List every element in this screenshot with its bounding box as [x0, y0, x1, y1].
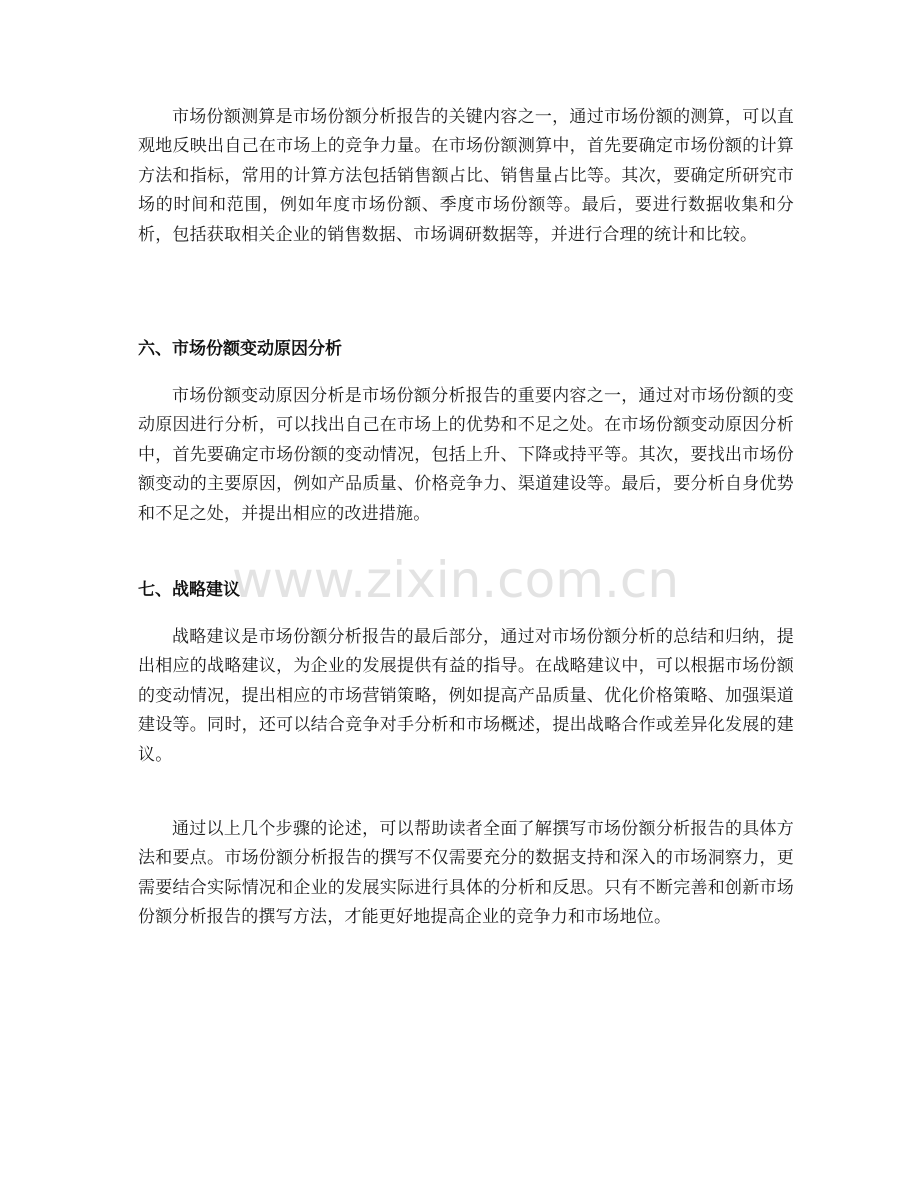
- paragraph-conclusion: 通过以上几个步骤的论述，可以帮助读者全面了解撰写市场份额分析报告的具体方法和要点。市场份额分析报告的撰写不仅需要充分的数据支持和深入的市场洞察力，更需要结合实际情况和企业的发展实际进行具体的分析和反思。只有不断完善和创新市场份额分析报告的撰写方法，才能更好地提高企业的竞争力和市场地位。: [138, 819, 794, 928]
- paragraph-market-share-calculation: 市场份额测算是市场份额分析报告的关键内容之一，通过市场份额的测算，可以直观地反映出自己在市场上的竞争力量。在市场份额测算中，首先要确定市场份额的计算方法和指标，常用的计算方法包括销售额占比、销售量占比等。其次，要确定所研究市场的时间和范围，例如年度市场份额、季度市场份额等。最后，要进行数据收集和分析，包括获取相关企业的销售数据、市场调研数据等，并进行合理的统计和比较。: [138, 107, 794, 245]
- section-heading-share-change-causes: 六、市场份额变动原因分析: [138, 339, 342, 359]
- section-heading-strategy-suggestions: 七、战略建议: [138, 580, 240, 600]
- paragraph-strategy-suggestions: 战略建议是市场份额分析报告的最后部分，通过对市场份额分析的总结和归纳，提出相应的战略建议，为企业的发展提供有益的指导。在战略建议中，可以根据市场份额的变动情况，提出相应的市场营销策略，例如提高产品质量、优化价格策略、加强渠道建设等。同时，还可以结合竞争对手分析和市场概述，提出战略合作或差异化发展的建议。: [138, 627, 794, 765]
- watermark-text: www.zixin.com.cn: [232, 551, 680, 609]
- paragraph-share-change-causes: 市场份额变动原因分析是市场份额分析报告的重要内容之一，通过对市场份额的变动原因进行分析，可以找出自己在市场上的优势和不足之处。在市场份额变动原因分析中，首先要确定市场份额的变动情况，包括上升、下降或持平等。其次，要找出市场份额变动的主要原因，例如产品质量、价格竞争力、渠道建设等。最后，要分析自身优势和不足之处，并提出相应的改进措施。: [138, 386, 794, 524]
